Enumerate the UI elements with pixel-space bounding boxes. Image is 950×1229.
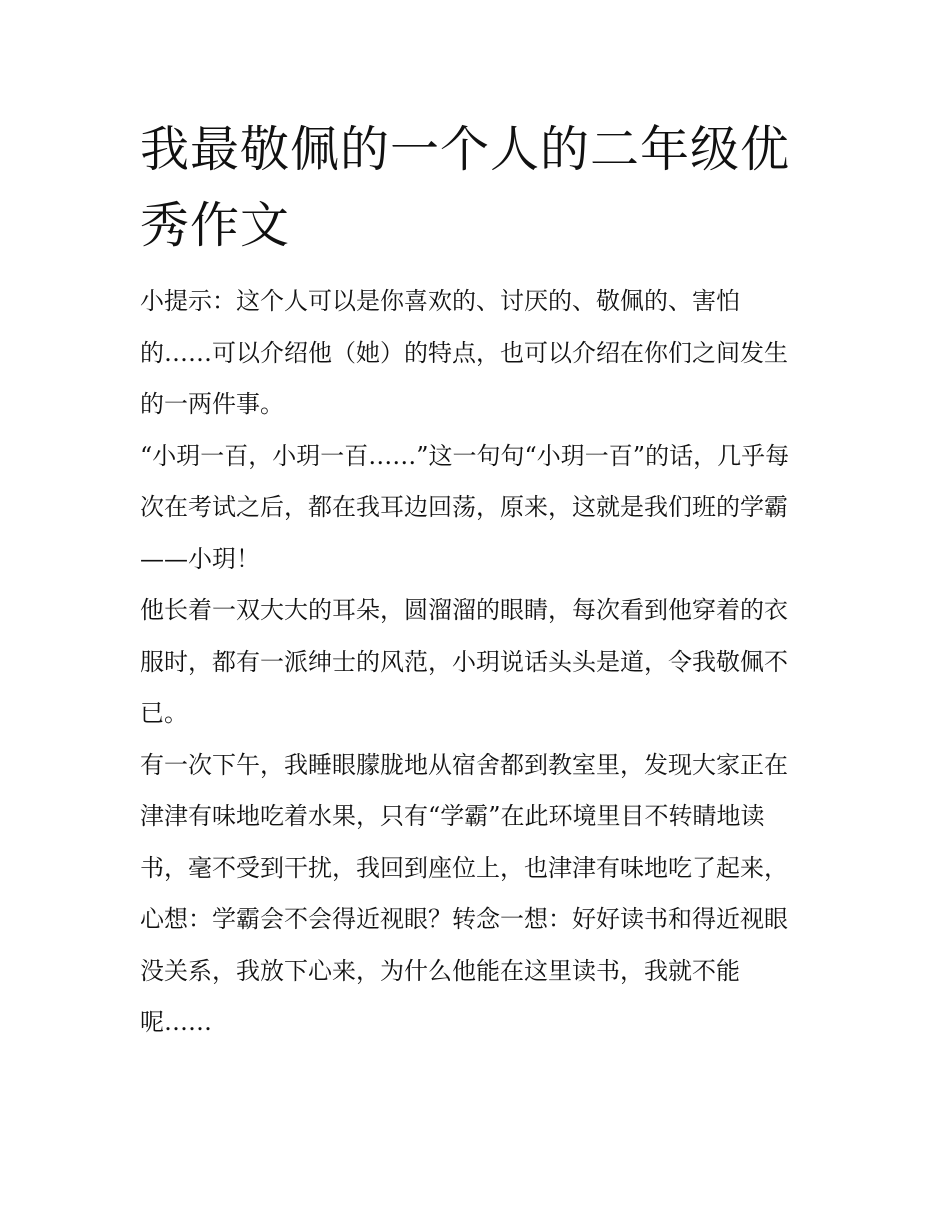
title-line: 我最敬佩的一个人的二年级优 xyxy=(140,121,791,178)
paragraph-appearance xyxy=(140,585,820,740)
paragraph-hint xyxy=(140,276,820,431)
text-line: 他长着一双大大的耳朵，圆溜溜的眼睛，每次看到他穿着的衣 xyxy=(140,596,788,624)
text-line: “小玥一百，小玥一百……”这一句句“小玥一百”的话，几乎每 xyxy=(140,441,790,470)
text-line: 的……可以介绍他（她）的特点，也可以介绍在你们之间发生 xyxy=(140,338,788,367)
document-title xyxy=(140,112,820,264)
document-body xyxy=(140,276,820,1049)
text-line: 次在考试之后，都在我耳边回荡，原来，这就是我们班的学霸 xyxy=(140,493,788,521)
paragraph-story xyxy=(140,740,820,1049)
text-line: 书，毫不受到干扰，我回到座位上，也津津有味地吃了起来， xyxy=(140,853,788,882)
text-line: ——小玥！ xyxy=(140,544,260,573)
text-line: 津津有味地吃着水果，只有“学霸”在此环境里目不转睛地读 xyxy=(140,802,765,830)
text-line: 小提示：这个人可以是你喜欢的、讨厌的、敬佩的、害怕 xyxy=(140,287,740,315)
text-line: 的一两件事。 xyxy=(140,390,284,418)
title-line: 秀作文 xyxy=(140,197,291,254)
text-line: 服时，都有一派绅士的风范，小玥说话头头是道，令我敬佩不 xyxy=(140,647,788,676)
paragraph-intro xyxy=(140,431,820,586)
text-line: 呢…… xyxy=(140,1008,212,1036)
text-line: 没关系，我放下心来，为什么他能在这里读书，我就不能 xyxy=(140,956,740,985)
text-line: 心想：学霸会不会得近视眼？转念一想：好好读书和得近视眼 xyxy=(140,905,788,933)
text-line: 已。 xyxy=(140,699,188,727)
text-line: 有一次下午，我睡眼朦胧地从宿舍都到教室里，发现大家正在 xyxy=(140,750,788,779)
